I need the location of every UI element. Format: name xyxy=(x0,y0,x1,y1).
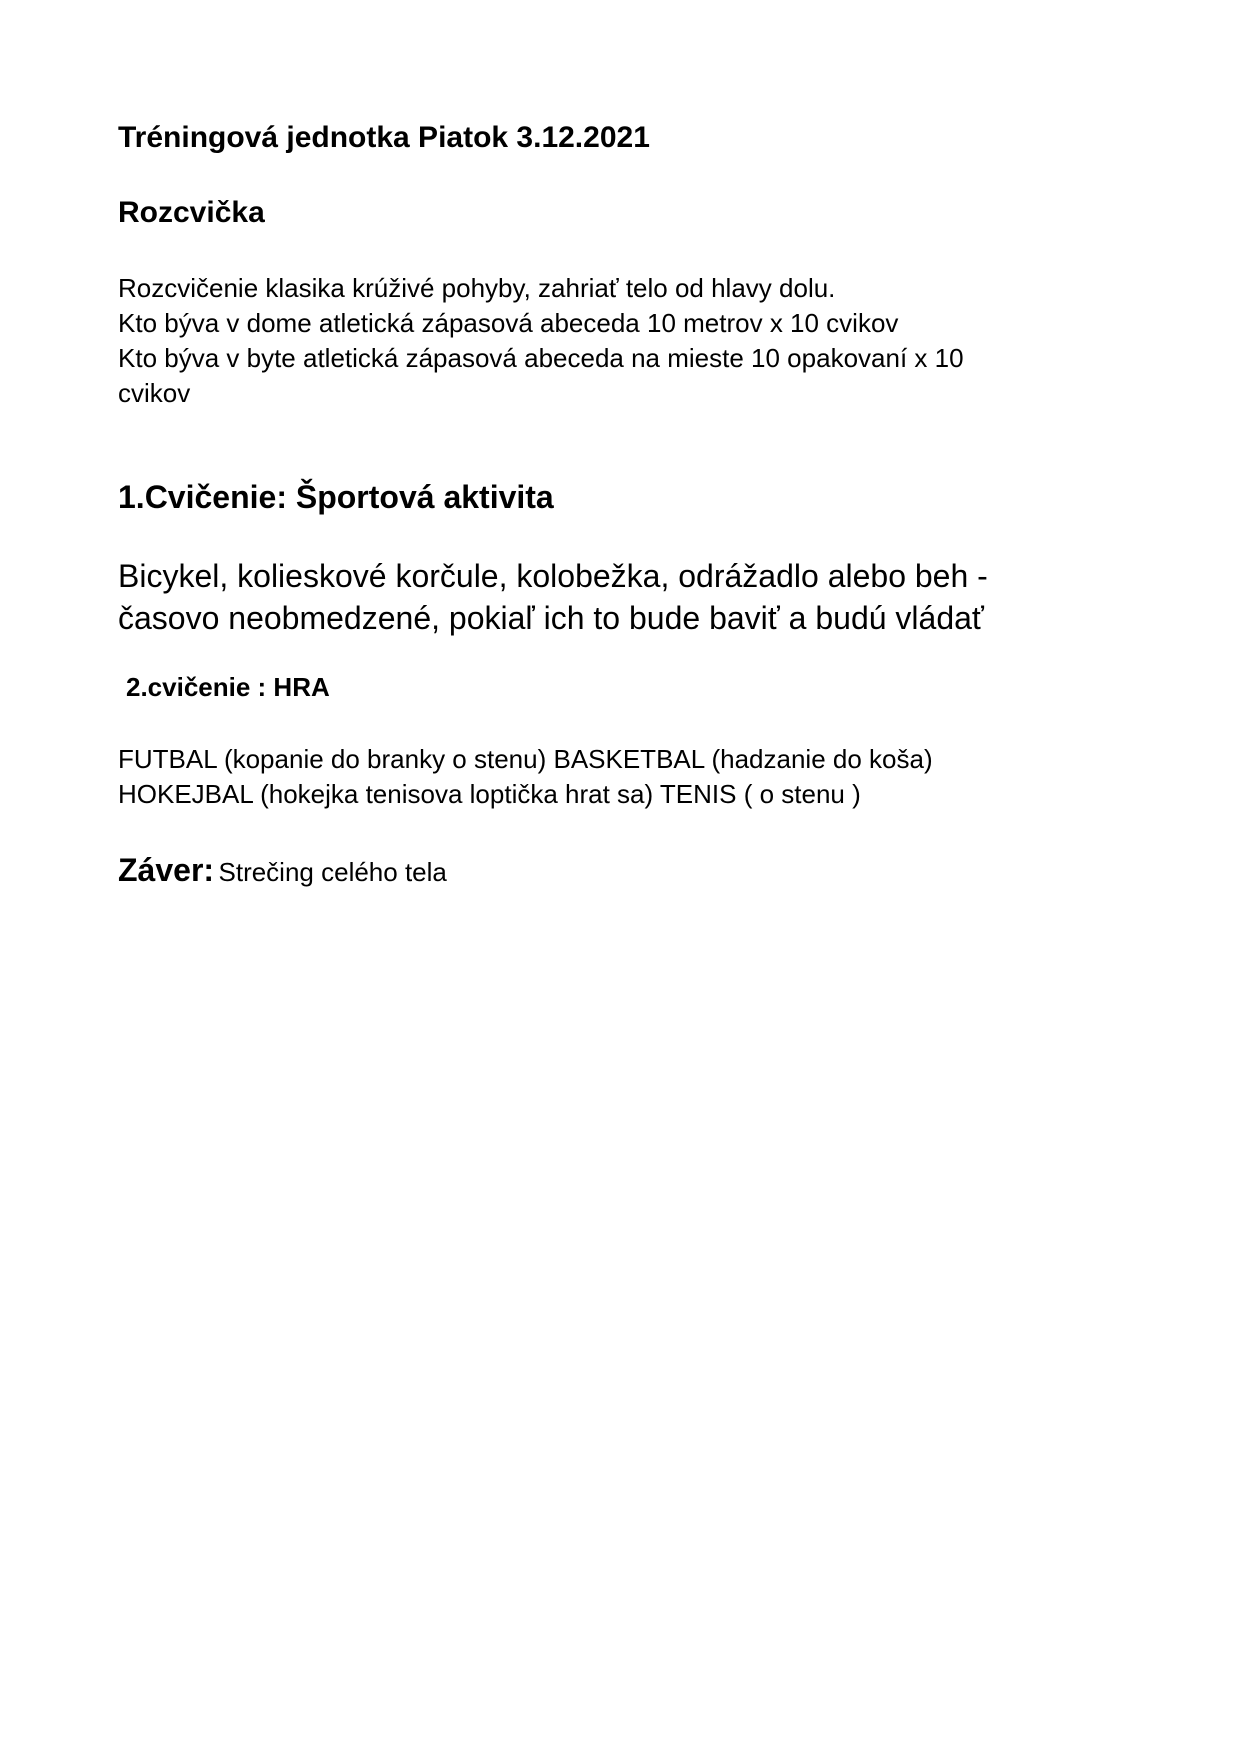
warmup-heading: Rozcvička xyxy=(118,196,265,229)
conclusion-label: Záver: xyxy=(118,852,215,888)
exercise2-paragraph xyxy=(118,742,933,812)
exercise1-paragraph xyxy=(118,555,988,639)
exercise1-line: časovo neobmedzené, pokiaľ ich to bude baviť a budú vládať xyxy=(118,600,984,636)
conclusion xyxy=(118,850,447,897)
warmup-line: Kto býva v byte atletická zápasová abeceda na mieste 10 opakovaní x 10 xyxy=(118,343,964,373)
warmup-paragraph xyxy=(118,271,964,411)
exercise1-line: Bicykel, kolieskové korčule, kolobežka, odrážadlo alebo beh - xyxy=(118,558,988,594)
exercise2-line: HOKEJBAL (hokejka tenisova loptička hrat sa) TENIS ( o stenu ) xyxy=(118,779,861,809)
exercise2-line: FUTBAL (kopanie do branky o stenu) BASKETBAL (hadzanie do koša) xyxy=(118,744,933,774)
warmup-line: Kto býva v dome atletická zápasová abeceda 10 metrov x 10 cvikov xyxy=(118,308,899,338)
exercise2-heading: 2.cvičenie : HRA xyxy=(126,672,330,702)
warmup-line: cvikov xyxy=(118,378,191,408)
conclusion-text: Strečing celého tela xyxy=(218,857,447,887)
warmup-line: Rozcvičenie klasika krúživé pohyby, zahriať telo od hlavy dolu. xyxy=(118,273,836,303)
exercise1-heading: 1.Cvičenie: Športová aktivita xyxy=(118,479,554,515)
document-title: Tréningová jednotka Piatok 3.12.2021 xyxy=(118,121,650,154)
